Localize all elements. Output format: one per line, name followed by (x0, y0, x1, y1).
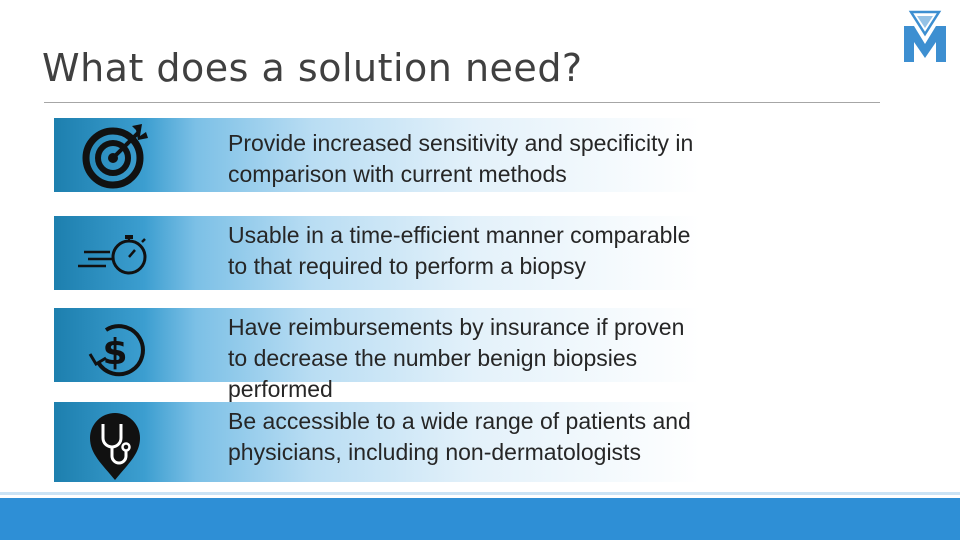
m-logo-icon (900, 8, 950, 64)
dollar-refresh-icon (76, 308, 154, 386)
requirement-row-time (54, 216, 700, 290)
stopwatch-icon (76, 216, 154, 294)
requirement-row-reimbursement (54, 308, 700, 402)
footer-bar (0, 498, 960, 540)
requirement-text: Provide increased sensitivity and specificity in comparison with current methods (228, 130, 694, 187)
footer-accent-line (0, 492, 960, 495)
requirement-row-accessibility (54, 402, 700, 482)
target-icon (76, 116, 154, 194)
title-divider (44, 102, 880, 103)
stethoscope-pin-icon (76, 406, 154, 484)
slide-title: What does a solution need? (42, 46, 583, 90)
requirement-text: Usable in a time-efficient manner comparable to that required to perform a biopsy (228, 222, 691, 279)
requirement-row-sensitivity (54, 118, 700, 192)
svg-text:$: $ (102, 332, 128, 373)
requirement-text: Be accessible to a wide range of patients and physicians, including non-dermatologists (228, 408, 691, 465)
requirement-text: Have reimbursements by insurance if proven to decrease the number benign biopsies performed (228, 314, 685, 402)
